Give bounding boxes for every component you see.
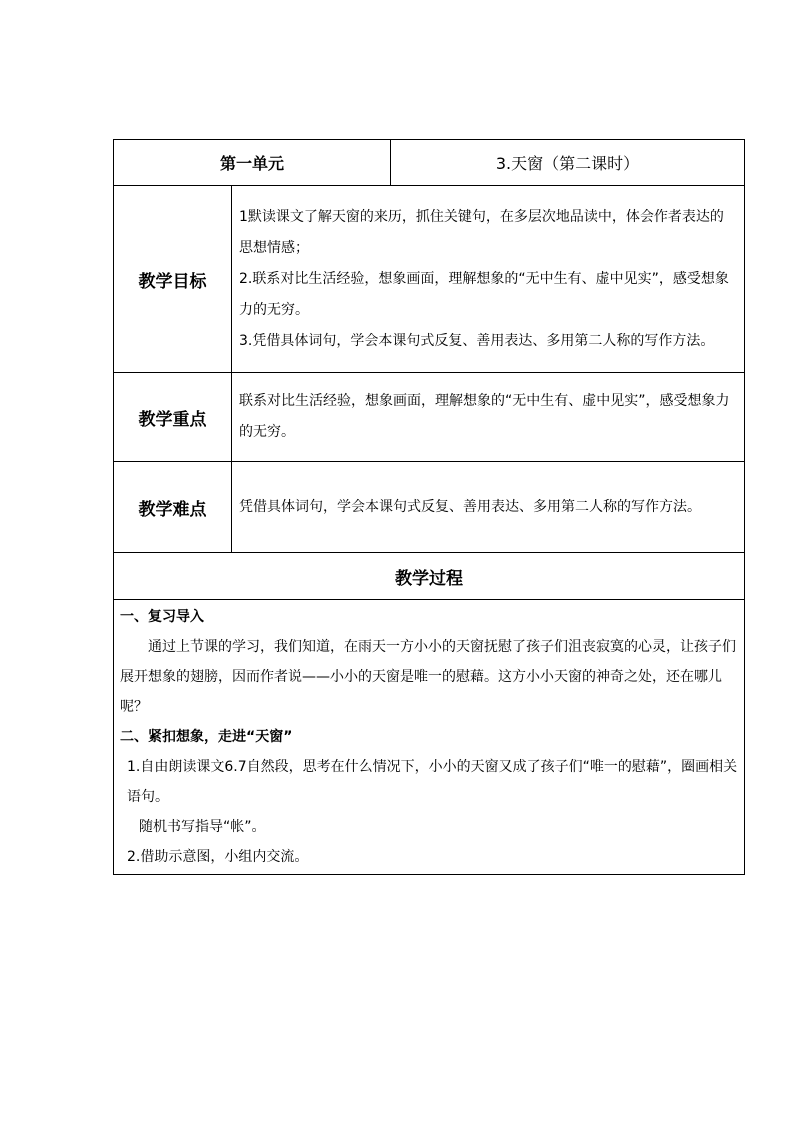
unit-title: 第一单元 bbox=[114, 140, 391, 186]
lesson-plan-table bbox=[113, 139, 745, 875]
difficulty-label: 教学难点 bbox=[114, 462, 232, 553]
lesson-title: 3.天窗（第二课时） bbox=[391, 140, 745, 186]
difficulty-row bbox=[114, 462, 745, 553]
goals-content bbox=[232, 186, 745, 373]
difficulty-text: 凭借具体词句，学会本课句式反复、善用表达、多用第二人称的写作方法。 bbox=[239, 498, 701, 515]
focus-content bbox=[232, 373, 745, 462]
step-2-text: 2.借助示意图，小组内交流。 bbox=[127, 849, 309, 865]
focus-row bbox=[114, 373, 745, 462]
step-1-text: 1.自由朗读课文6.7自然段，思考在什么情况下，小小的天窗又成了孩子们“唯一的慰藉”，圈画相关语句。 bbox=[127, 759, 738, 805]
step-1-note: 随机书写指导“帐”。 bbox=[139, 819, 266, 835]
focus-label: 教学重点 bbox=[114, 373, 232, 462]
goals-row bbox=[114, 186, 745, 373]
goals-label: 教学目标 bbox=[114, 186, 232, 373]
section-2-heading: 二、紧扣想象，走进“天窗” bbox=[120, 729, 293, 745]
process-title: 教学过程 bbox=[114, 553, 745, 600]
difficulty-content bbox=[232, 462, 745, 553]
process-title-row bbox=[114, 553, 745, 600]
process-body-row bbox=[114, 600, 745, 875]
process-body bbox=[114, 600, 745, 875]
header-row bbox=[114, 140, 745, 186]
section-1-heading: 一、复习导入 bbox=[120, 609, 204, 625]
goal-item: 3.凭借具体词句，学会本课句式反复、善用表达、多用第二人称的写作方法。 bbox=[239, 332, 715, 349]
goal-item: 1默读课文了解天窗的来历，抓住关键句，在多层次地品读中，体会作者表达的思想情感； bbox=[239, 208, 724, 256]
focus-text: 联系对比生活经验，想象画面，理解想象的“无中生有、虚中见实”，感受想象力的无穷。 bbox=[239, 393, 730, 440]
section-1-text: 通过上节课的学习，我们知道，在雨天一方小小的天窗抚慰了孩子们沮丧寂寞的心灵，让孩子们展开想象的翅膀，因而作者说——小小的天窗是唯一的慰藉。这方小小天窗的神奇之处，还在哪儿呢？ bbox=[120, 639, 736, 715]
goal-item: 2.联系对比生活经验，想象画面，理解想象的“无中生有、虚中见实”，感受想象力的无穷。 bbox=[239, 270, 729, 318]
